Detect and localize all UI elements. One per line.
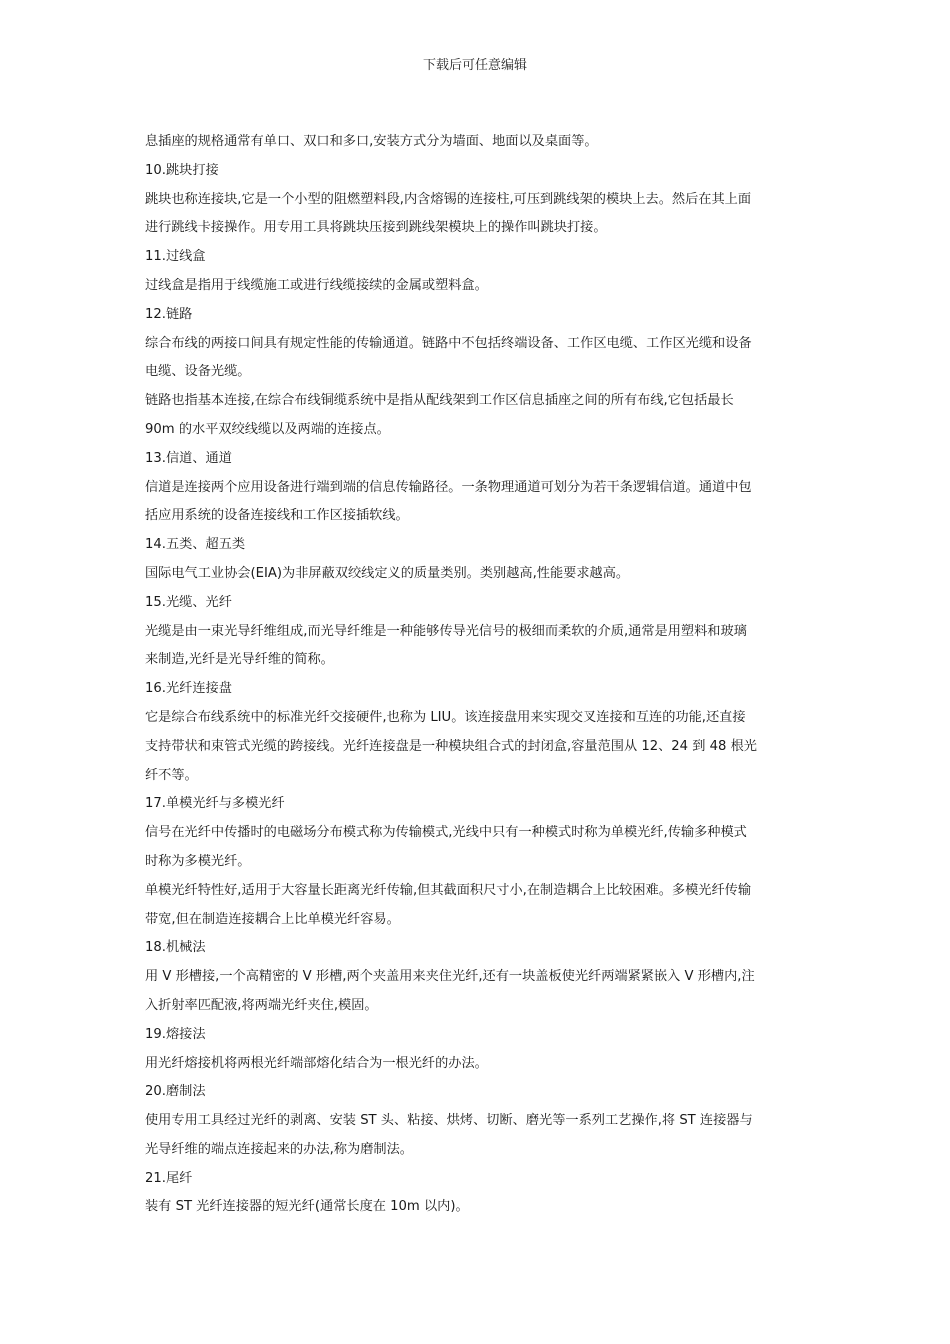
section-heading: 13.信道、通道 [145,450,232,466]
section-heading: 17.单模光纤与多模光纤 [145,796,285,812]
paragraph-line: 跳块也称连接块,它是一个小型的阻燃塑料段,内含熔锡的连接柱,可压到跳线架的模块上去。然后在其上面 [145,191,752,207]
paragraph-line: 入折射率匹配液,将两端光纤夹住,模固。 [145,997,378,1013]
paragraph-line: 国际电气工业协会(EIA)为非屏蔽双绞线定义的质量类别。类别越高,性能要求越高。 [145,565,630,581]
paragraph-line: 括应用系统的设备连接线和工作区接插软线。 [145,508,409,524]
section-heading: 19.熔接法 [145,1026,206,1042]
paragraph-line: 纤不等。 [145,767,198,783]
section-heading: 12.链路 [145,306,193,322]
section-heading: 15.光缆、光纤 [145,594,232,610]
paragraph-line: 信号在光纤中传播时的电磁场分布模式称为传输模式,光线中只有一种模式时称为单模光纤,传输多种模式 [145,825,747,841]
page-header: 下载后可任意编辑 [422,58,527,73]
section-heading: 21.尾纤 [145,1170,193,1186]
paragraph-line: 息插座的规格通常有单口、双口和多口,安装方式分为墙面、地面以及桌面等。 [145,134,598,149]
paragraph-line: 用光纤熔接机将两根光纤端部熔化结合为一根光纤的办法。 [145,1055,488,1071]
paragraph-line: 支持带状和束管式光缆的跨接线。光纤连接盘是一种模块组合式的封闭盒,容量范围从 12、24 到 48 根光 [145,738,757,754]
document-body [145,128,810,1222]
paragraph-line: 进行跳线卡接操作。用专用工具将跳块压接到跳线架模块上的操作叫跳块打接。 [145,220,607,236]
paragraph-line: 用 V 形槽接,一个高精密的 V 形槽,两个夹盖用来夹住光纤,还有一块盖板使光纤两端紧紧嵌入 V 形槽内,注 [145,969,755,985]
paragraph-line: 带宽,但在制造连接耦合上比单模光纤容易。 [145,911,400,927]
paragraph-line: 单模光纤特性好,适用于大容量长距离光纤传输,但其截面积尺寸小,在制造耦合上比较困难。多模光纤传输 [145,882,752,898]
section-heading: 10.跳块打接 [145,162,219,178]
paragraph-line: 光导纤维的端点连接起来的办法,称为磨制法。 [145,1141,413,1157]
paragraph-line: 综合布线的两接口间具有规定性能的传输通道。链路中不包括终端设备、工作区电缆、工作区光缆和设备 [145,335,752,351]
section-heading: 11.过线盒 [145,249,206,265]
paragraph-line: 90m 的水平双绞线缆以及两端的连接点。 [145,421,390,437]
section-heading: 16.光纤连接盘 [145,681,232,697]
paragraph-line: 时称为多模光纤。 [145,853,251,869]
paragraph-line: 信道是连接两个应用设备进行端到端的信息传输路径。一条物理通道可划分为若干条逻辑信道。通道中包 [145,479,752,495]
paragraph-line: 它是综合布线系统中的标准光纤交接硬件,也称为 LIU。该连接盘用来实现交叉连接和互连的功能,还直接 [145,709,746,725]
paragraph-line: 光缆是由一束光导纤维组成,而光导纤维是一种能够传导光信号的极细而柔软的介质,通常是用塑料和玻璃 [145,623,747,639]
paragraph-line: 过线盒是指用于线缆施工或进行线缆接续的金属或塑料盒。 [145,277,488,293]
section-heading: 14.五类、超五类 [145,537,246,553]
section-heading: 20.磨制法 [145,1084,206,1100]
paragraph-line: 链路也指基本连接,在综合布线铜缆系统中是指从配线架到工作区信息插座之间的所有布线,它包括最长 [145,393,734,409]
paragraph-line: 使用专用工具经过光纤的剥离、安装 ST 头、粘接、烘烤、切断、磨光等一系列工艺操作,将 ST 连接器与 [145,1113,753,1129]
section-heading: 18.机械法 [145,940,206,956]
paragraph-line: 来制造,光纤是光导纤维的简称。 [145,652,334,668]
paragraph-line: 装有 ST 光纤连接器的短光纤(通常长度在 10m 以内)。 [145,1199,469,1215]
paragraph-line: 电缆、设备光缆。 [145,364,251,380]
